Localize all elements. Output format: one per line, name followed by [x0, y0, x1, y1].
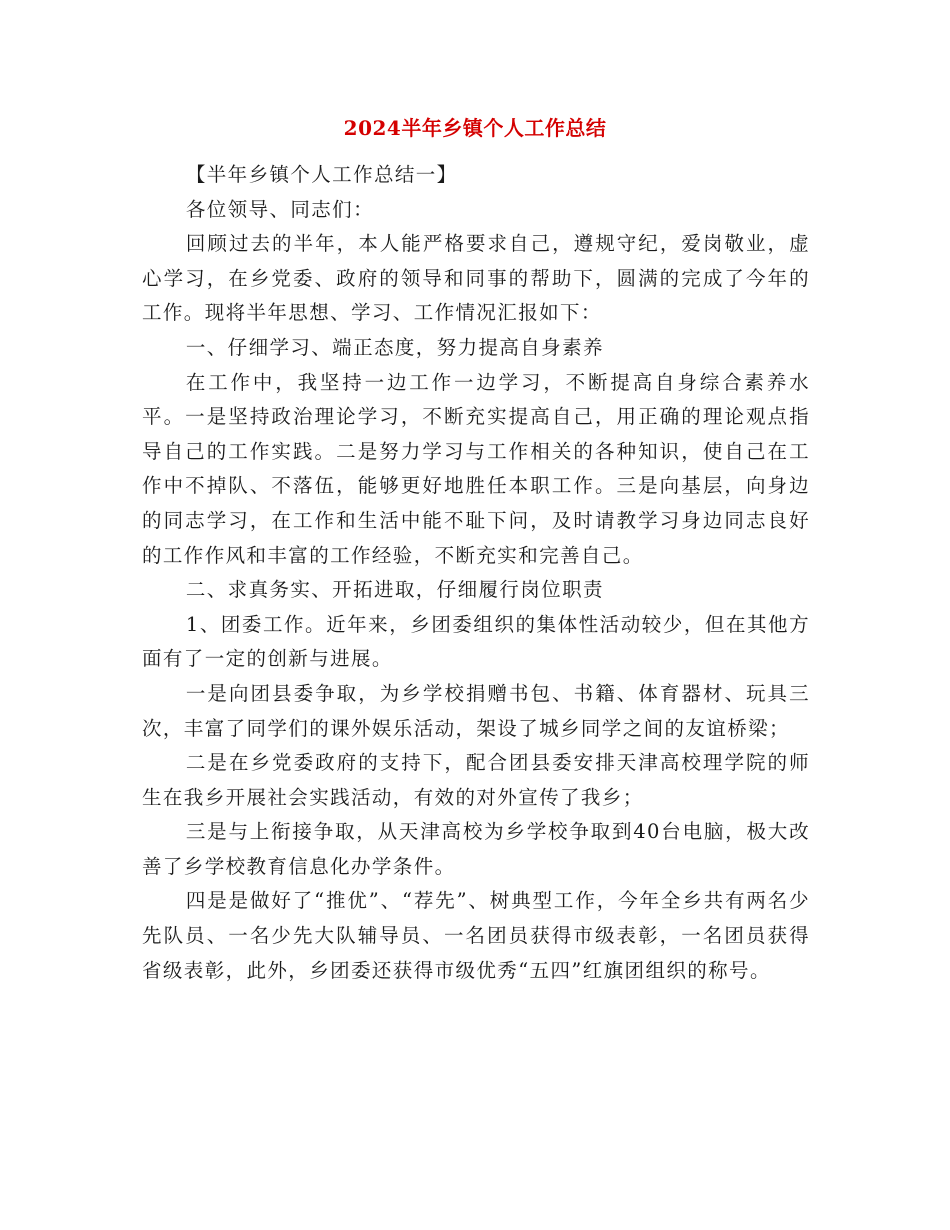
paragraph: 回顾过去的半年，本人能严格要求自己，遵规守纪，爱岗敬业，虚心学习，在乡党委、政府的领导和同事的帮助下，圆满的完成了今年的工作。现将半年思想、学习、工作情况汇报如下：	[142, 232, 810, 325]
subheading: 一、仔细学习、端正态度，努力提高自身素养	[185, 335, 604, 359]
subheading: 二、求真务实、开拓进取，仔细履行岗位职责	[185, 578, 604, 602]
paragraph: 四是是做好了“推优”、“荐先”、树典型工作，今年全乡共有两名少先队员、一名少先大队辅导员、一名团员获得市级表彰，一名团员获得省级表彰，此外，乡团委还获得市级优秀“五四”红旗团组织的称号。	[142, 889, 810, 982]
paragraph: 1、团委工作。近年来，乡团委组织的集体性活动较少，但在其他方面有了一定的创新与进展。	[142, 612, 810, 671]
paragraph: 在工作中，我坚持一边工作一边学习，不断提高自身综合素养水平。一是坚持政治理论学习，不断充实提高自己，用正确的理论观点指导自己的工作实践。二是努力学习与工作相关的各种知识，使自己在工作中不掉队、不落伍，能够更好地胜任本职工作。三是向基层，向身边的同志学习，在工作和生活中能不耻下问，及时请教学习身边同志良好的工作作风和丰富的工作经验，不断充实和完善自己。	[142, 370, 810, 567]
document-body	[142, 158, 810, 988]
section-heading: 【半年乡镇个人工作总结一】	[185, 163, 458, 186]
salutation: 各位领导、同志们：	[185, 197, 374, 221]
paragraph: 二是在乡党委政府的支持下，配合团县委安排天津高校理学院的师生在我乡开展社会实践活动，有效的对外宣传了我乡；	[142, 751, 810, 809]
document-title: 2024半年乡镇个人工作总结	[343, 116, 607, 140]
paragraph: 一是向团县委争取，为乡学校捐赠书包、书籍、体育器材、玩具三次，丰富了同学们的课外娱乐活动，架设了城乡同学之间的友谊桥梁；	[142, 681, 810, 740]
paragraph: 三是与上衔接争取，从天津高校为乡学校争取到40台电脑，极大改善了乡学校教育信息化办学条件。	[142, 820, 810, 878]
